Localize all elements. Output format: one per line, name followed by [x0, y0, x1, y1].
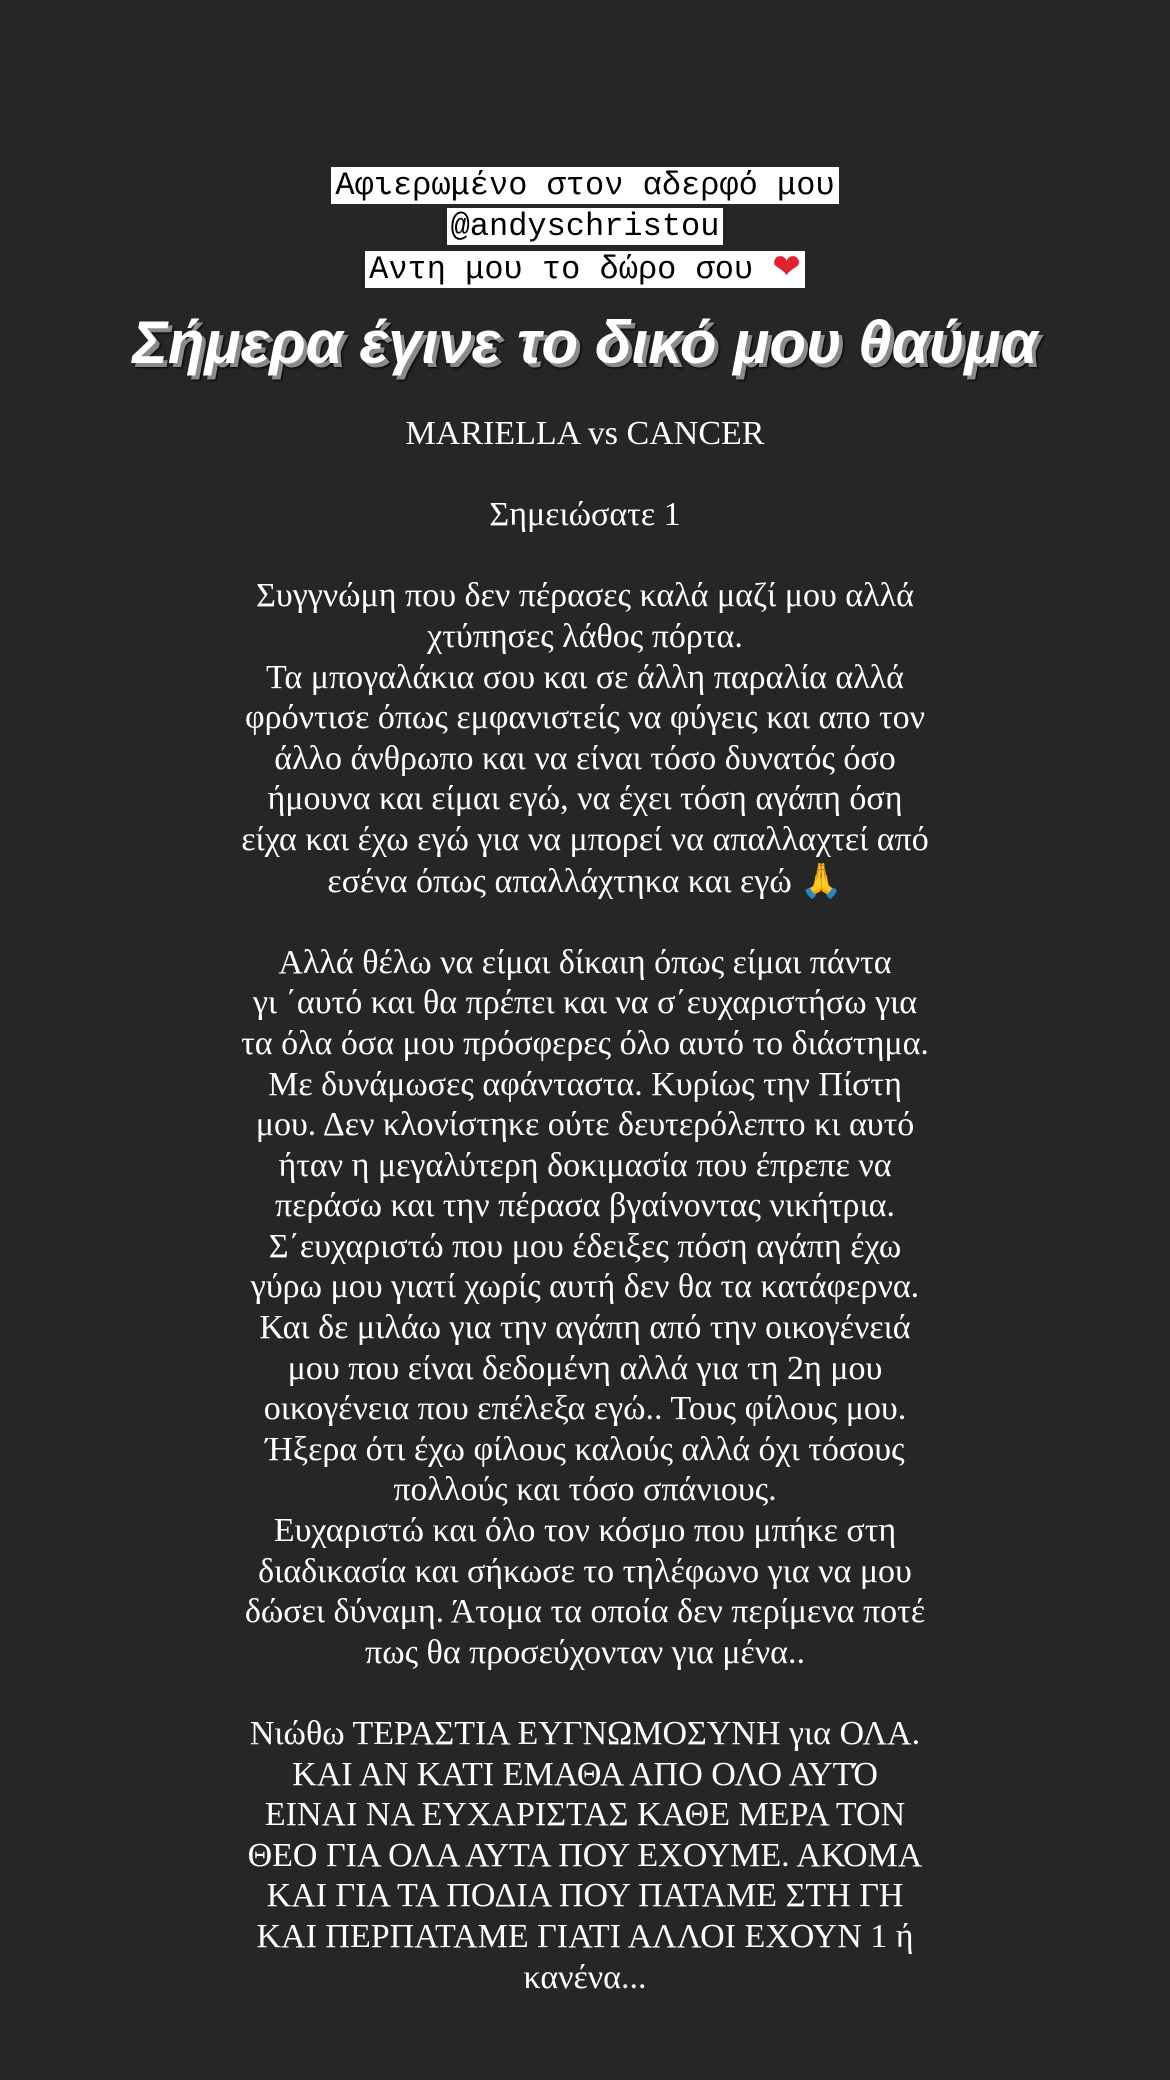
- dedication-line-3: Αντη μου το δώρο σου ❤: [0, 247, 1170, 290]
- paragraph-apology: Συγγνώμη που δεν πέρασες καλά μαζί μου αλλά χτύπησες λάθος πόρτα. Τα μπογαλάκια σου και σε άλλη παραλία αλλά φρόντισε όπως εμφανιστείς να φύγεις και απο τον άλλο άνθρωπο και να είναι τόσο δυνατός όσο ήμουνα και είμαι εγώ, να έχει τόση αγάπη όση είχα και έχω εγώ για να μπορεί να απαλλαχτεί από εσένα όπως απαλλάχτηκα και εγώ 🙏: [241, 577, 929, 901]
- mention-line: [0, 206, 1170, 247]
- heart-icon: ❤: [772, 247, 801, 287]
- post-note: Σημειώσατε 1: [489, 496, 681, 534]
- post-body: [195, 414, 975, 1998]
- post-title: MARIELLA vs CANCER: [405, 415, 765, 452]
- paragraph-closing: Νιώθω ΤΕΡΑΣΤΙΑ ΕΥΓΝΩΜΟΣΥΝΗ για ΟΛΑ. ΚΑΙ ΑΝ ΚΑΤΙ ΕΜΑΘΑ ΑΠΟ ΟΛΟ ΑΥΤΌ ΕΙΝΑΙ ΝΑ ΕΥΧΑΡΙΣΤΑΣ ΚΑΘΕ ΜΕΡΑ ΤΟΝ ΘΕΟ ΓΙΑ ΟΛΑ ΑΥΤΑ ΠΟΥ ΕΧΟΥΜΕ. ΑΚΟΜΑ ΚΑΙ ΓΙΑ ΤΑ ΠΟΔΙΑ ΠΟΥ ΠΑΤΑΜΕ ΣΤΗ ΓΗ ΚΑΙ ΠΕΡΠΑΤΑΜΕ ΓΙΑΤΙ ΑΛΛΟΙ ΕΧΟΥΝ 1 ή κανένα...: [247, 1715, 923, 1996]
- dedication-caption: [0, 165, 1170, 290]
- praying-hands-icon: 🙏: [800, 860, 843, 901]
- headline: Σήμερα έγινε το δικό μου θαύμα: [132, 309, 1038, 376]
- mention-tag[interactable]: @andyschristou: [447, 208, 724, 245]
- dedication-line-1: Αφιερωμένο στον αδερφό μου: [0, 165, 1170, 206]
- paragraph-gratitude: Αλλά θέλω να είμαι δίκαιη όπως είμαι πάντα γι ΄αυτό και θα πρέπει και να σ΄ευχαριστήσω για τα όλα όσα μου πρόσφερες όλο αυτό το διάστημα. Με δυνάμωσες αφάνταστα. Κυρίως την Πίστη μου. Δεν κλονίστηκε ούτε δευτερόλεπτο κι αυτό ήταν η μεγαλύτερη δοκιμασία που έπρεπε να περάσω και την πέρασα βγαίνοντας νικήτρια. Σ΄ευχαριστώ που μου έδειξες πόση αγάπη έχω γύρω μου γιατί χωρίς αυτή δεν θα τα κατάφερνα. Και δε μιλάω για την αγάπη από την οικογένειά μου που είναι δεδομένη αλλά για τη 2η μου οικογένεια που επέλεξα εγώ.. Τους φίλους μου. Ήξερα ότι έχω φίλους καλούς αλλά όχι τόσους πολλούς και τόσο σπάνιους. Ευχαριστώ και όλο τον κόσμο που μπήκε στη διαδικασία και σήκωσε το τηλέφωνο για να μου δώσει δύναμη. Άτομα τα οποία δεν περίμενα ποτέ πως θα προσεύχονταν για μένα..: [241, 943, 929, 1671]
